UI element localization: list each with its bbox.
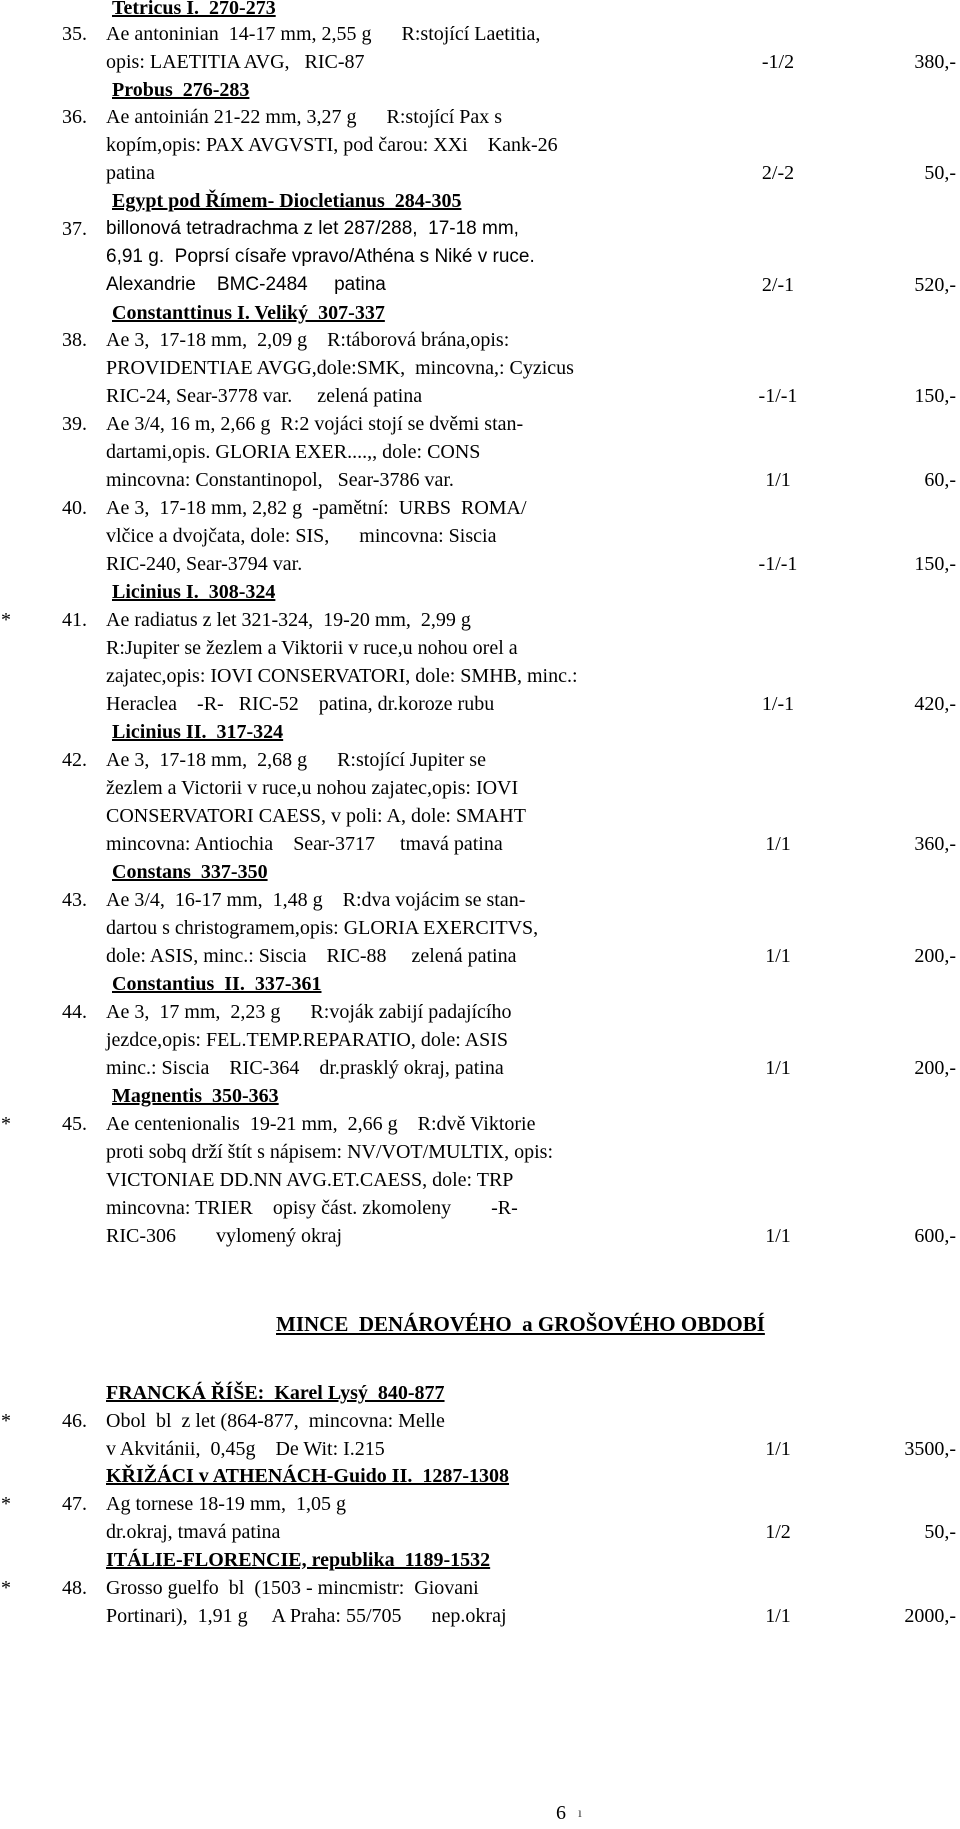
item-39-line-2	[0, 438, 960, 466]
highlight-star: *	[1, 1493, 11, 1515]
item-36-line-2	[0, 131, 960, 159]
item-text: Ae 3, 17-18 mm, 2,09 g R:táborová brána,opis:	[106, 329, 510, 351]
item-48-line-1	[0, 1574, 960, 1602]
item-36-line-3	[0, 159, 960, 187]
section-heading-constans	[0, 858, 960, 886]
highlight-star: *	[1, 1410, 11, 1432]
section-title: ITÁLIE-FLORENCIE, republika 1189-1532	[106, 1549, 491, 1571]
section-title: Constans 337-350	[112, 861, 268, 883]
item-47-line-1	[0, 1490, 960, 1518]
item-number: 39.	[62, 413, 87, 435]
item-text: RIC-24, Sear-3778 var. zelená patina	[106, 385, 423, 407]
price: 200,-	[914, 1057, 956, 1079]
grade: -1/-1	[758, 553, 798, 575]
grade: -1/-1	[758, 385, 798, 407]
item-35-line-1	[0, 20, 960, 48]
item-number: 35.	[62, 23, 87, 45]
section-title: KŘIŽÁCI v ATHENÁCH-Guido II. 1287-1308	[106, 1465, 510, 1487]
item-37-line-3	[0, 271, 960, 299]
item-text: VICTONIAE DD.NN AVG.ET.CAESS, dole: TRP	[106, 1169, 514, 1191]
item-43-line-2	[0, 914, 960, 942]
item-42-line-4	[0, 830, 960, 858]
section-heading-probus	[0, 76, 960, 104]
item-text: zajatec,opis: IOVI CONSERVATORI, dole: SMHB, minc.:	[106, 665, 578, 687]
grade: 1/1	[765, 1438, 791, 1460]
price: 380,-	[914, 51, 956, 73]
price: 50,-	[924, 1521, 956, 1543]
section-title: Constantius II. 337-361	[112, 973, 322, 995]
item-text: 6,91 g. Poprsí císaře vpravo/Athéna s Niké v ruce.	[106, 246, 535, 267]
text: MINCE DENÁROVÉHO a GROŠOVÉHO OBDOBÍ	[276, 1312, 765, 1336]
grade: 1/1	[765, 1057, 791, 1079]
item-text: mincovna: Antiochia Sear-3717 tmavá patina	[106, 833, 503, 855]
item-number: 43.	[62, 889, 87, 911]
item-45-line-4	[0, 1194, 960, 1222]
price: 50,-	[924, 162, 956, 184]
price: 60,-	[924, 469, 956, 491]
item-number: 42.	[62, 749, 87, 771]
grade: 1/-1	[761, 693, 795, 715]
price: 520,-	[914, 274, 956, 296]
item-text: Ae 3, 17-18 mm, 2,68 g R:stojící Jupiter se	[106, 749, 486, 771]
highlight-star: *	[1, 609, 11, 631]
section-heading-constantinus	[0, 299, 960, 327]
item-text: proti sobq drží štít s nápisem: NV/VOT/MULTIX, opis:	[106, 1141, 554, 1163]
grade: 2/-1	[761, 274, 795, 296]
item-38-line-1	[0, 326, 960, 354]
item-text: kopím,opis: PAX AVGVSTI, pod čarou: XXi Kank-26	[106, 134, 558, 156]
item-number: 48.	[62, 1577, 87, 1599]
item-number: 47.	[62, 1493, 87, 1515]
grade: 1/1	[765, 469, 791, 491]
item-44-line-2	[0, 1026, 960, 1054]
item-number: 36.	[62, 106, 87, 128]
item-43-line-1	[0, 886, 960, 914]
section-title: FRANCKÁ ŘÍŠE: Karel Lysý 840-877	[106, 1382, 445, 1404]
grade: 1/2	[765, 1521, 791, 1543]
item-text: Obol bl z let (864-877, mincovna: Melle	[106, 1410, 445, 1432]
item-number: 40.	[62, 497, 87, 519]
page-mark: ı	[578, 1806, 582, 1821]
item-text: RIC-240, Sear-3794 var.	[106, 553, 303, 575]
section-title: Magnentis 350-363	[112, 1085, 279, 1107]
item-40-line-3	[0, 550, 960, 578]
item-text: Ae radiatus z let 321-324, 19-20 mm, 2,99 g	[106, 609, 471, 631]
price: 360,-	[914, 833, 956, 855]
item-text: Ae antoinián 21-22 mm, 3,27 g R:stojící Pax s	[106, 106, 503, 128]
highlight-star: *	[1, 1113, 11, 1135]
item-text: dr.okraj, tmavá patina	[106, 1521, 281, 1543]
grade: 2/-2	[761, 162, 795, 184]
item-text: dole: ASIS, minc.: Siscia RIC-88 zelená patina	[106, 945, 517, 967]
item-38-line-3	[0, 382, 960, 410]
item-42-line-1	[0, 746, 960, 774]
item-text: billonová tetradrachma z let 287/288, 17-18 mm,	[106, 218, 519, 239]
item-text: Ae 3/4, 16 m, 2,66 g R:2 vojáci stojí se dvěmi stan-	[106, 413, 524, 435]
grade: 1/1	[765, 945, 791, 967]
price: 150,-	[914, 385, 956, 407]
item-text: dartami,opis. GLORIA EXER....,, dole: CONS	[106, 441, 481, 463]
item-35-line-2	[0, 48, 960, 76]
item-45-line-5	[0, 1222, 960, 1250]
section-heading-licinius-2	[0, 718, 960, 746]
item-number: 46.	[62, 1410, 87, 1432]
item-48-line-2	[0, 1602, 960, 1630]
item-45-line-2	[0, 1138, 960, 1166]
item-41-line-2	[0, 634, 960, 662]
item-39-line-1	[0, 410, 960, 438]
item-text: PROVIDENTIAE AVGG,dole:SMK, mincovna,: Cyzicus	[106, 357, 574, 379]
item-text: Ae 3, 17-18 mm, 2,82 g -pamětní: URBS ROMA/	[106, 497, 527, 519]
item-40-line-1	[0, 494, 960, 522]
item-text: v Akvitánii, 0,45g De Wit: I.215	[106, 1438, 385, 1460]
section-title: Probus 276-283	[112, 79, 250, 101]
item-text: minc.: Siscia RIC-364 dr.prasklý okraj, patina	[106, 1057, 504, 1079]
item-45-line-3	[0, 1166, 960, 1194]
grade: 1/1	[765, 1605, 791, 1627]
item-text: Ae centenionalis 19-21 mm, 2,66 g R:dvě Viktorie	[106, 1113, 536, 1135]
item-42-line-2	[0, 774, 960, 802]
item-text: Portinari), 1,91 g A Praha: 55/705 nep.okraj	[106, 1605, 507, 1627]
item-number: 37.	[62, 218, 87, 240]
item-37-line-2	[0, 243, 960, 271]
item-text: mincovna: Constantinopol, Sear-3786 var.	[106, 469, 454, 491]
item-text: jezdce,opis: FEL.TEMP.REPARATIO, dole: ASIS	[106, 1029, 509, 1051]
item-number: 41.	[62, 609, 87, 631]
item-text: Ae 3/4, 16-17 mm, 1,48 g R:dva vojácim se stan-	[106, 889, 526, 911]
item-41-line-1	[0, 606, 960, 634]
price: 150,-	[914, 553, 956, 575]
item-text: R:Jupiter se žezlem a Viktorii v ruce,u nohou orel a	[106, 637, 518, 659]
section-heading-magnentis	[0, 1082, 960, 1110]
item-47-line-2	[0, 1518, 960, 1546]
item-text: mincovna: TRIER opisy část. zkomoleny -R-	[106, 1197, 518, 1219]
item-number: 45.	[62, 1113, 87, 1135]
item-38-line-2	[0, 354, 960, 382]
item-number: 38.	[62, 329, 87, 351]
item-37-line-1	[0, 215, 960, 243]
section-title: Tetricus I. 270-273	[112, 0, 276, 19]
item-41-line-3	[0, 662, 960, 690]
section-title: Licinius I. 308-324	[112, 581, 276, 603]
section-title: Constanttinus I. Veliký 307-337	[112, 302, 385, 324]
section-heading-egypt	[0, 187, 960, 215]
highlight-star: *	[1, 1577, 11, 1599]
item-44-line-1	[0, 998, 960, 1026]
item-text: Alexandrie BMC-2484 patina	[106, 274, 386, 295]
item-number: 44.	[62, 1001, 87, 1023]
section-heading-franka	[0, 1379, 960, 1407]
item-text: Grosso guelfo bl (1503 - mincmistr: Giovani	[106, 1577, 479, 1599]
grade: 1/1	[765, 1225, 791, 1247]
section-heading-tetricus	[0, 0, 960, 22]
grade: -1/2	[761, 51, 795, 73]
item-46-line-1	[0, 1407, 960, 1435]
section-title: Egypt pod Římem- Diocletianus 284-305	[112, 190, 462, 212]
section-title: Licinius II. 317-324	[112, 721, 284, 743]
item-text: opis: LAETITIA AVG, RIC-87	[106, 51, 365, 73]
section-heading-italie	[0, 1546, 960, 1574]
grade: 1/1	[765, 833, 791, 855]
price: 3500,-	[904, 1438, 956, 1460]
section-heading-krizaci	[0, 1462, 960, 1490]
item-44-line-3	[0, 1054, 960, 1082]
price: 200,-	[914, 945, 956, 967]
item-41-line-4	[0, 690, 960, 718]
page-number: 6	[556, 1802, 566, 1824]
price: 2000,-	[904, 1605, 956, 1627]
item-45-line-1	[0, 1110, 960, 1138]
item-36-line-1	[0, 103, 960, 131]
item-text: patina	[106, 162, 155, 184]
item-39-line-3	[0, 466, 960, 494]
item-42-line-3	[0, 802, 960, 830]
section-heading-licinius-1	[0, 578, 960, 606]
item-text: Heraclea -R- RIC-52 patina, dr.koroze rubu	[106, 693, 495, 715]
item-46-line-2	[0, 1435, 960, 1463]
price: 600,-	[914, 1225, 956, 1247]
section-heading-constantius	[0, 970, 960, 998]
price: 420,-	[914, 693, 956, 715]
item-40-line-2	[0, 522, 960, 550]
item-43-line-3	[0, 942, 960, 970]
item-text: Ae antoninian 14-17 mm, 2,55 g R:stojící Laetitia,	[106, 23, 541, 45]
item-text: Ag tornese 18-19 mm, 1,05 g	[106, 1493, 346, 1515]
item-text: RIC-306 vylomený okraj	[106, 1225, 343, 1247]
main-heading	[0, 1308, 960, 1340]
item-text: CONSERVATORI CAESS, v poli: A, dole: SMAHT	[106, 805, 526, 827]
item-text: vlčice a dvojčata, dole: SIS, mincovna: Siscia	[106, 525, 497, 547]
item-text: dartou s christogramem,opis: GLORIA EXERCITVS,	[106, 917, 539, 939]
item-text: žezlem a Victorii v ruce,u nohou zajatec,opis: IOVI	[106, 777, 519, 799]
item-text: Ae 3, 17 mm, 2,23 g R:voják zabijí padajícího	[106, 1001, 512, 1023]
